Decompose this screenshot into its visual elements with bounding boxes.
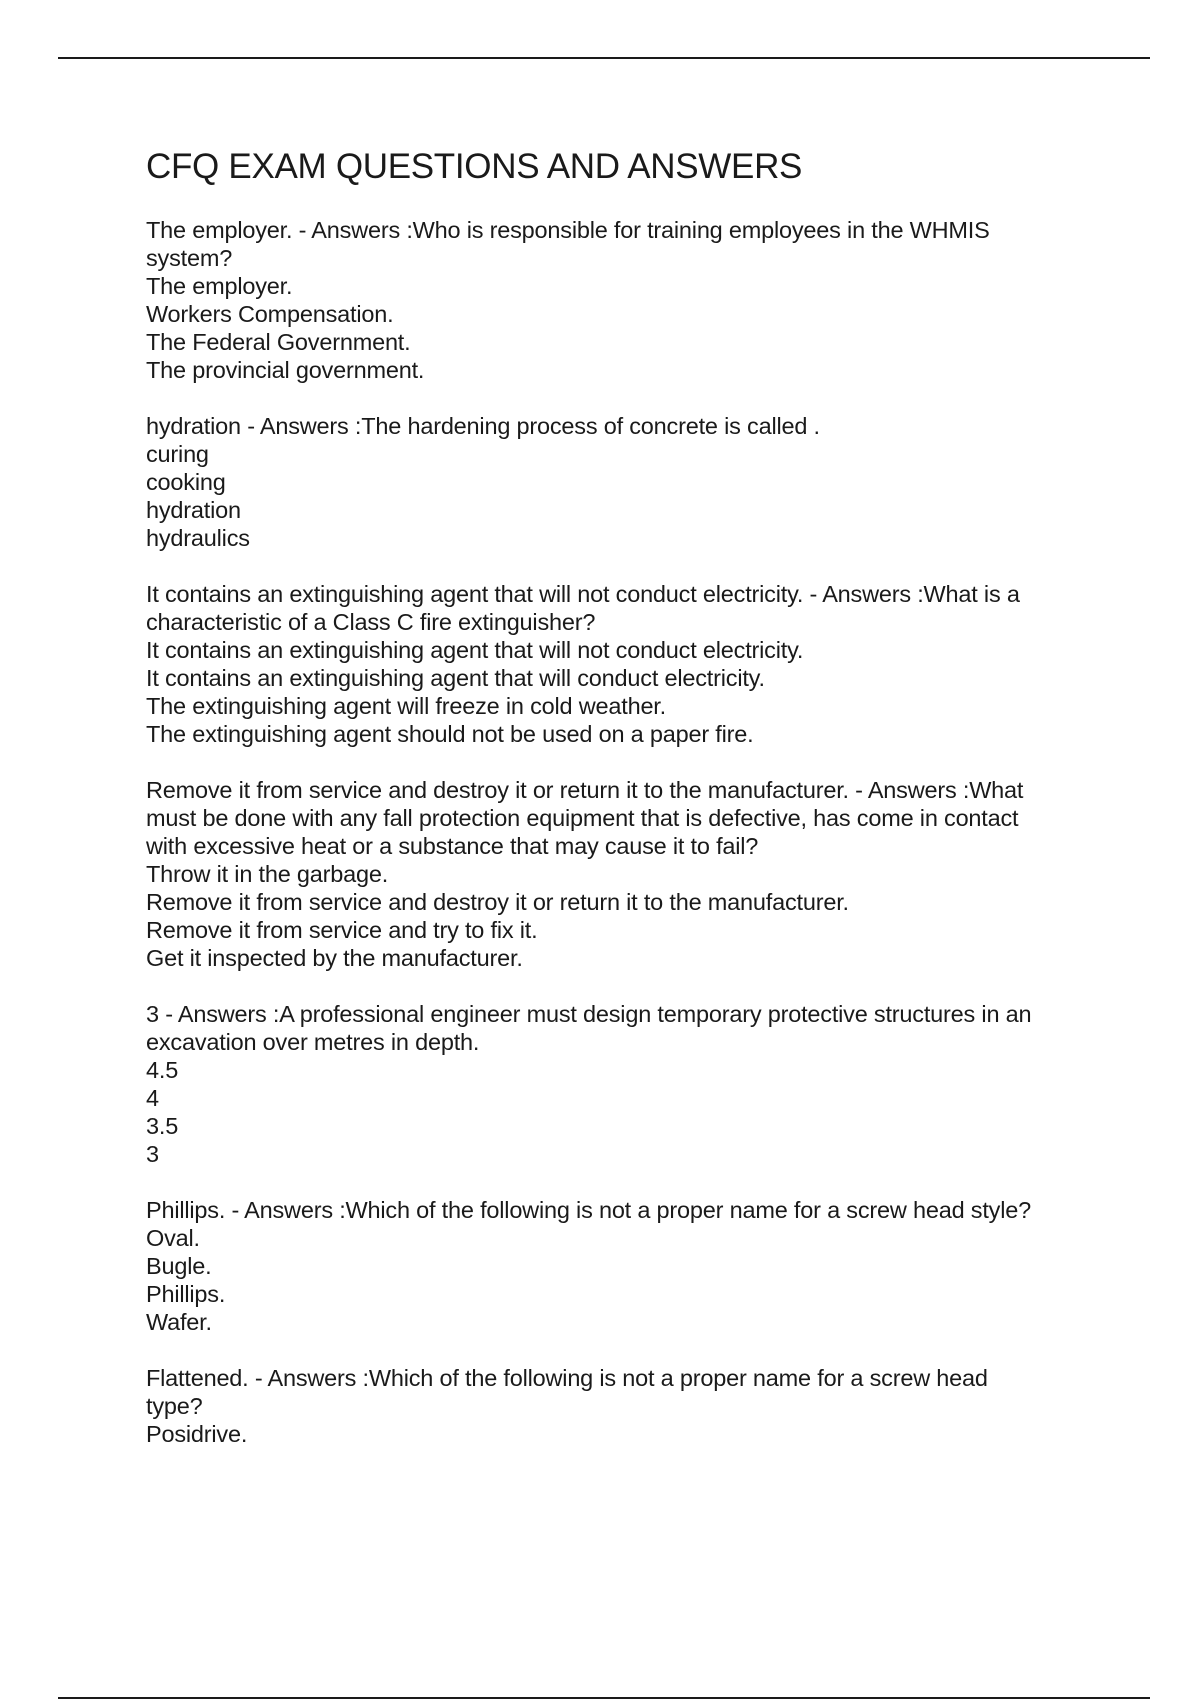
text-line: 4 — [146, 1085, 159, 1111]
text-line: Phillips. — [146, 1281, 226, 1307]
text-line: It contains an extinguishing agent that will conduct electricity. — [146, 665, 765, 691]
text-line: Get it inspected by the manufacturer. — [146, 945, 523, 971]
text-line: The extinguishing agent should not be used on a paper fire. — [146, 721, 754, 747]
text-line: Remove it from service and destroy it or return it to the manufacturer. — [146, 889, 849, 915]
question-block — [146, 216, 1031, 384]
text-line: must be done with any fall protection equipment that is defective, has come in contact — [146, 805, 1019, 831]
text-line: The extinguishing agent will freeze in cold weather. — [146, 693, 666, 719]
text-line: characteristic of a Class C fire extinguisher? — [146, 609, 596, 635]
question-line: 3 - Answers :A professional engineer must design temporary protective structures in an — [146, 1001, 1032, 1027]
text-line: The Federal Government. — [146, 329, 411, 355]
header-rule — [58, 57, 1150, 59]
question-block — [146, 1364, 1031, 1448]
text-line: Posidrive. — [146, 1421, 248, 1447]
question-line: The employer. - Answers :Who is responsible for training employees in the WHMIS — [146, 217, 990, 243]
question-block — [146, 580, 1031, 748]
question-line: Flattened. - Answers :Which of the following is not a proper name for a screw head — [146, 1365, 988, 1391]
text-line: Remove it from service and try to fix it. — [146, 917, 538, 943]
footer-rule — [58, 1697, 1150, 1699]
text-line: type? — [146, 1393, 203, 1419]
text-line: 3 — [146, 1141, 159, 1167]
text-line: 4.5 — [146, 1057, 179, 1083]
text-line: Workers Compensation. — [146, 301, 394, 327]
question-line: Phillips. - Answers :Which of the following is not a proper name for a screw head style? — [146, 1197, 1031, 1223]
text-line: with excessive heat or a substance that may cause it to fail? — [146, 833, 759, 859]
text-line: It contains an extinguishing agent that will not conduct electricity. — [146, 637, 804, 663]
text-line: Bugle. — [146, 1253, 212, 1279]
text-line: The provincial government. — [146, 357, 425, 383]
text-line: Throw it in the garbage. — [146, 861, 389, 887]
question-line: It contains an extinguishing agent that will not conduct electricity. - Answers :What is a — [146, 581, 1020, 607]
question-block — [146, 1000, 1031, 1168]
text-line: hydration — [146, 497, 241, 523]
question-block — [146, 776, 1031, 972]
text-line: cooking — [146, 469, 226, 495]
text-line: excavation over metres in depth. — [146, 1029, 480, 1055]
text-line: curing — [146, 441, 209, 467]
text-line: system? — [146, 245, 233, 271]
document-title: CFQ EXAM QUESTIONS AND ANSWERS — [146, 147, 803, 186]
question-line: Remove it from service and destroy it or return it to the manufacturer. - Answers :What — [146, 777, 1024, 803]
text-line: 3.5 — [146, 1113, 179, 1139]
question-block — [146, 412, 1031, 552]
document-body — [146, 216, 1031, 1476]
text-line: Wafer. — [146, 1309, 212, 1335]
text-line: hydraulics — [146, 525, 250, 551]
text-line: Oval. — [146, 1225, 200, 1251]
text-line: The employer. — [146, 273, 293, 299]
question-block — [146, 1196, 1031, 1336]
question-line: hydration - Answers :The hardening process of concrete is called . — [146, 413, 820, 439]
